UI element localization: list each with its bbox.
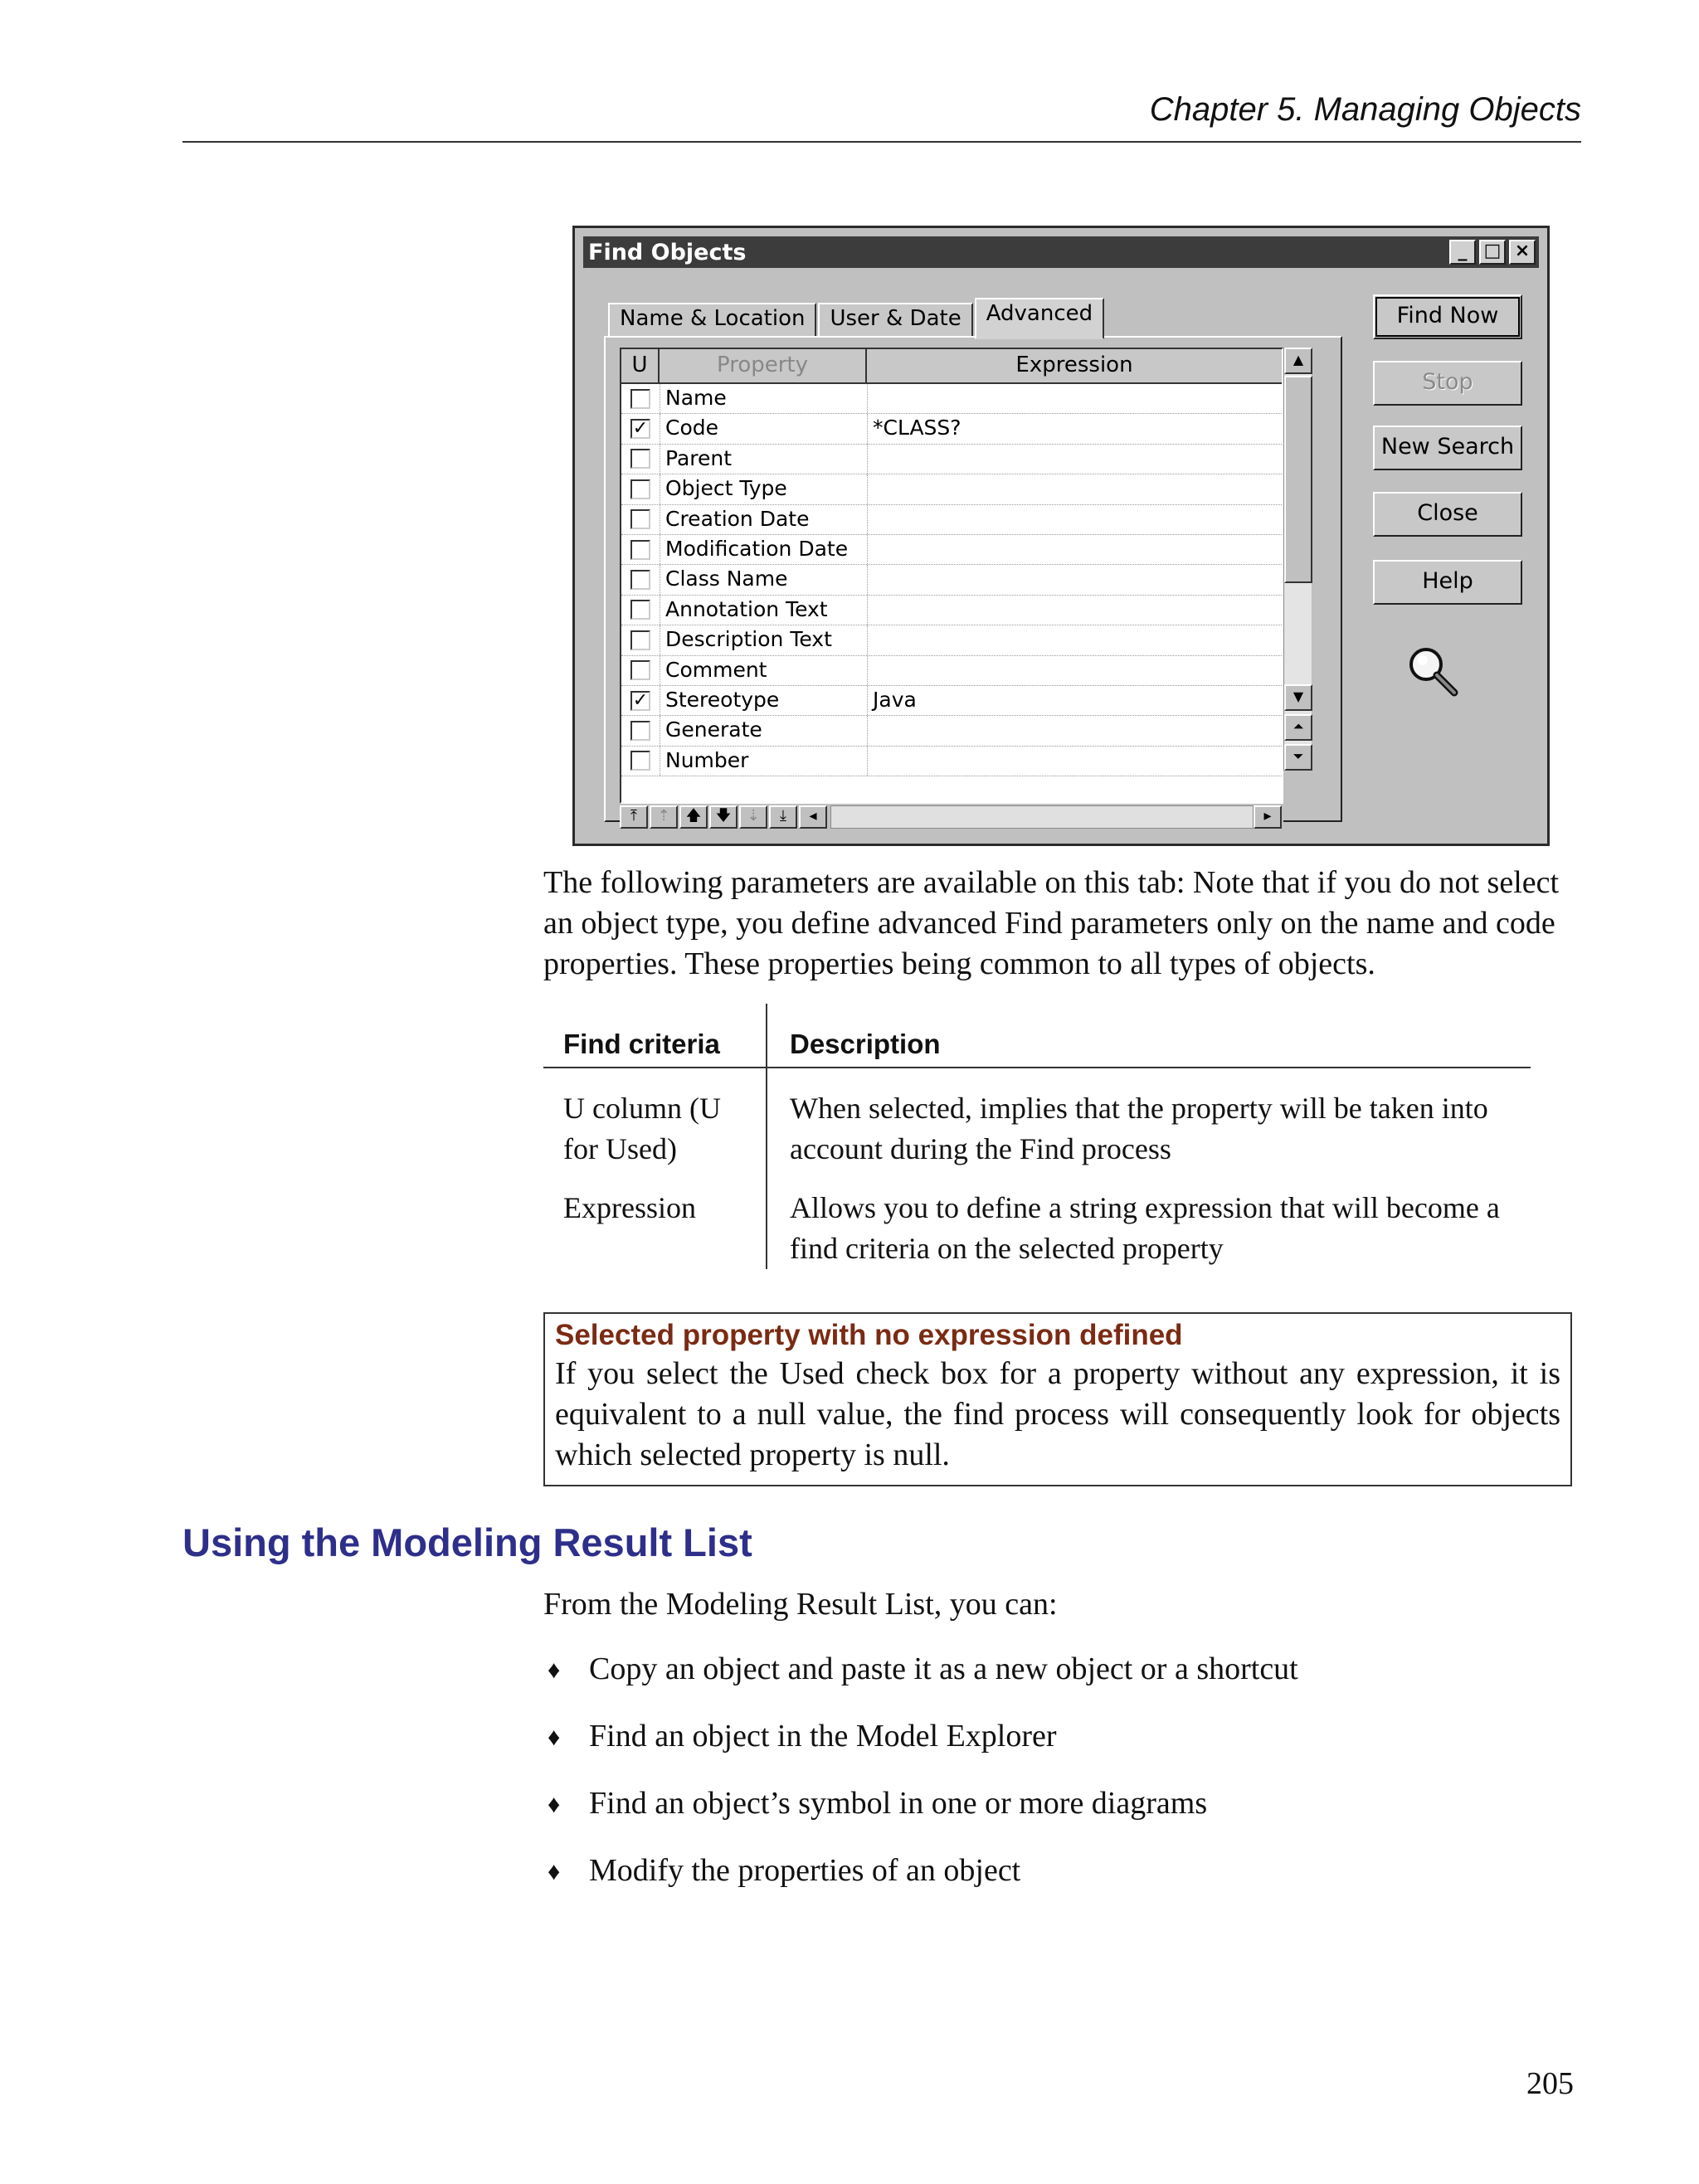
table-header-description: Description <box>790 1029 941 1059</box>
table-row[interactable] <box>621 747 1282 776</box>
used-checkbox[interactable] <box>630 540 650 560</box>
table-row[interactable] <box>621 686 1282 716</box>
property-cell: Stereotype <box>660 686 868 715</box>
diamond-bullet-icon: ♦ <box>548 1791 561 1818</box>
intro-paragraph: The following parameters are available on this tab: Note that if you do not select an object type, you define advanced Find parameters only on the name and code properties. These properties being common to all types of objects. <box>543 865 1560 981</box>
table-row[interactable] <box>621 535 1282 565</box>
magnifier-icon <box>1404 643 1463 701</box>
expression-cell[interactable]: Java <box>873 687 917 712</box>
table-divider-vertical <box>766 1004 767 1269</box>
table-row[interactable] <box>621 716 1282 746</box>
horizontal-scrollbar[interactable] <box>830 805 1254 829</box>
table-row[interactable] <box>621 445 1282 474</box>
property-cell: Annotation Text <box>660 596 868 625</box>
help-button[interactable]: Help <box>1373 560 1522 605</box>
used-cell <box>621 656 660 685</box>
used-checkbox[interactable] <box>630 389 650 409</box>
table-divider-horizontal <box>543 1067 1531 1068</box>
table-row[interactable] <box>621 565 1282 595</box>
table-cell-criteria: U column (U for Used) <box>563 1092 721 1165</box>
table-row[interactable] <box>621 384 1282 414</box>
list-item <box>548 1785 1543 1852</box>
scrollbar-thumb[interactable] <box>1284 376 1312 583</box>
note-box <box>543 1312 1572 1486</box>
expression-cell[interactable]: *CLASS? <box>873 416 961 440</box>
grid-toolbar <box>620 804 1283 830</box>
property-cell: Generate <box>660 716 868 745</box>
column-header-property[interactable]: Property <box>660 349 867 382</box>
find-now-button[interactable]: Find Now <box>1373 294 1522 339</box>
scroll-left-icon[interactable]: ◂ <box>799 805 827 829</box>
dialog-titlebar <box>583 236 1539 268</box>
column-header-expression[interactable]: Expression <box>1015 353 1133 377</box>
move-up-icon[interactable]: 🡅 <box>679 805 708 829</box>
table-row[interactable] <box>621 596 1282 625</box>
property-cell: Code <box>660 414 868 443</box>
expression-cell[interactable] <box>868 384 1282 413</box>
scroll-up-icon[interactable]: ▲ <box>1284 348 1312 374</box>
vertical-scrollbar[interactable] <box>1283 348 1312 771</box>
used-cell <box>621 625 660 654</box>
expression-cell[interactable] <box>868 596 1282 625</box>
property-cell: Name <box>660 384 868 413</box>
used-cell <box>621 596 660 625</box>
scroll-page-down-icon[interactable]: ⏷ <box>1284 744 1312 771</box>
used-checkbox[interactable] <box>630 751 650 771</box>
list-item <box>548 1651 1543 1718</box>
property-cell: Description Text <box>660 625 868 654</box>
table-cell-description: Allows you to define a string expression that will become a find criteria on the selected property <box>790 1191 1500 1265</box>
tab-user-date[interactable]: User & Date <box>818 303 972 338</box>
table-header-criteria: Find criteria <box>563 1029 720 1059</box>
column-header-u[interactable]: U <box>621 349 660 382</box>
minimize-icon[interactable]: _ <box>1449 240 1476 265</box>
table-row[interactable] <box>621 505 1282 535</box>
used-checkbox[interactable] <box>630 660 650 680</box>
scroll-down-icon[interactable]: ▼ <box>1284 684 1312 711</box>
used-checkbox[interactable] <box>630 509 650 529</box>
table-cell-description: When selected, implies that the property will be taken into account during the Find process <box>790 1092 1488 1165</box>
list-item <box>548 1852 1543 1919</box>
dialog-tabs <box>608 296 1106 338</box>
used-cell <box>621 384 660 413</box>
find-objects-dialog <box>572 226 1550 846</box>
grid-header <box>621 349 1282 384</box>
dialog-title: Find Objects <box>588 239 747 265</box>
table-row[interactable] <box>621 414 1282 444</box>
used-checkbox[interactable] <box>630 721 650 741</box>
chapter-title: Chapter 5. Managing Objects <box>1149 91 1581 128</box>
page-number: 205 <box>1526 2066 1574 2101</box>
expression-cell[interactable] <box>868 505 1282 534</box>
diamond-bullet-icon: ♦ <box>548 1858 561 1885</box>
move-up-page-icon[interactable]: ⇡ <box>650 805 678 829</box>
used-cell <box>621 716 660 745</box>
diamond-bullet-icon: ♦ <box>548 1724 561 1751</box>
bullet-list <box>548 1651 1543 1919</box>
property-cell: Creation Date <box>660 505 868 534</box>
property-cell: Object Type <box>660 474 868 503</box>
list-item <box>548 1718 1543 1785</box>
grid-rows <box>621 384 1282 776</box>
criteria-table <box>543 1004 1531 1269</box>
expression-cell[interactable] <box>868 656 1282 685</box>
used-checkbox[interactable] <box>630 630 650 650</box>
property-cell: Class Name <box>660 565 868 594</box>
property-cell: Comment <box>660 656 868 685</box>
note-title: Selected property with no expression defined <box>555 1319 1183 1351</box>
used-checkbox[interactable]: ✓ <box>630 419 650 439</box>
used-cell <box>621 535 660 564</box>
property-cell: Parent <box>660 445 868 474</box>
list-item-text: Find an object in the Model Explorer <box>589 1719 1057 1754</box>
table-row[interactable] <box>621 474 1282 504</box>
diamond-bullet-icon: ♦ <box>548 1656 561 1684</box>
move-down-icon[interactable]: 🡇 <box>709 805 738 829</box>
expression-cell[interactable] <box>868 565 1282 594</box>
scroll-page-up-icon[interactable]: ⏶ <box>1284 714 1312 741</box>
used-cell <box>621 445 660 474</box>
used-cell <box>621 686 660 715</box>
table-row[interactable] <box>621 656 1282 686</box>
used-checkbox[interactable] <box>630 449 650 469</box>
expression-cell[interactable] <box>868 747 1282 776</box>
move-down-page-icon[interactable]: ⇣ <box>739 805 767 829</box>
expression-cell[interactable] <box>868 716 1282 745</box>
tab-name-location[interactable]: Name & Location <box>608 303 816 338</box>
used-cell <box>621 565 660 594</box>
used-checkbox[interactable] <box>630 479 650 499</box>
property-cell: Number <box>660 747 868 776</box>
list-item-text: Modify the properties of an object <box>589 1853 1021 1888</box>
expression-cell[interactable] <box>868 445 1282 474</box>
maximize-icon[interactable]: □ <box>1479 240 1506 265</box>
used-cell <box>621 747 660 776</box>
list-item-text: Copy an object and paste it as a new object or a shortcut <box>589 1651 1298 1686</box>
note-text: If you select the Used check box for a property without any expression, it is equivalent to a null value, the find process will consequently look for objects which selected property is null. <box>555 1356 1560 1472</box>
stop-button[interactable]: Stop <box>1373 361 1522 406</box>
used-cell <box>621 474 660 503</box>
tab-advanced[interactable]: Advanced <box>975 298 1104 339</box>
section-heading: Using the Modeling Result List <box>183 1520 752 1564</box>
used-checkbox[interactable] <box>630 570 650 590</box>
expression-cell[interactable] <box>868 474 1282 503</box>
section-intro: From the Modeling Result List, you can: <box>543 1587 1058 1622</box>
table-row[interactable] <box>621 625 1282 655</box>
close-icon[interactable]: × <box>1509 240 1536 265</box>
property-grid <box>620 348 1283 804</box>
used-cell <box>621 505 660 534</box>
table-cell-criteria: Expression <box>563 1191 696 1224</box>
new-search-button[interactable]: New Search <box>1373 426 1522 470</box>
move-bottom-icon[interactable]: ⤓ <box>769 805 797 829</box>
expression-cell[interactable] <box>868 625 1282 654</box>
used-cell <box>621 414 660 443</box>
property-cell: Modification Date <box>660 535 868 564</box>
move-top-icon[interactable]: ⤒ <box>620 805 648 829</box>
used-checkbox[interactable] <box>630 600 650 620</box>
close-button[interactable]: Close <box>1373 492 1522 537</box>
used-checkbox[interactable]: ✓ <box>630 691 650 711</box>
expression-cell[interactable] <box>868 535 1282 564</box>
list-item-text: Find an object’s symbol in one or more diagrams <box>589 1786 1208 1821</box>
scroll-right-icon[interactable]: ▸ <box>1254 805 1282 829</box>
page-header <box>183 91 1581 143</box>
